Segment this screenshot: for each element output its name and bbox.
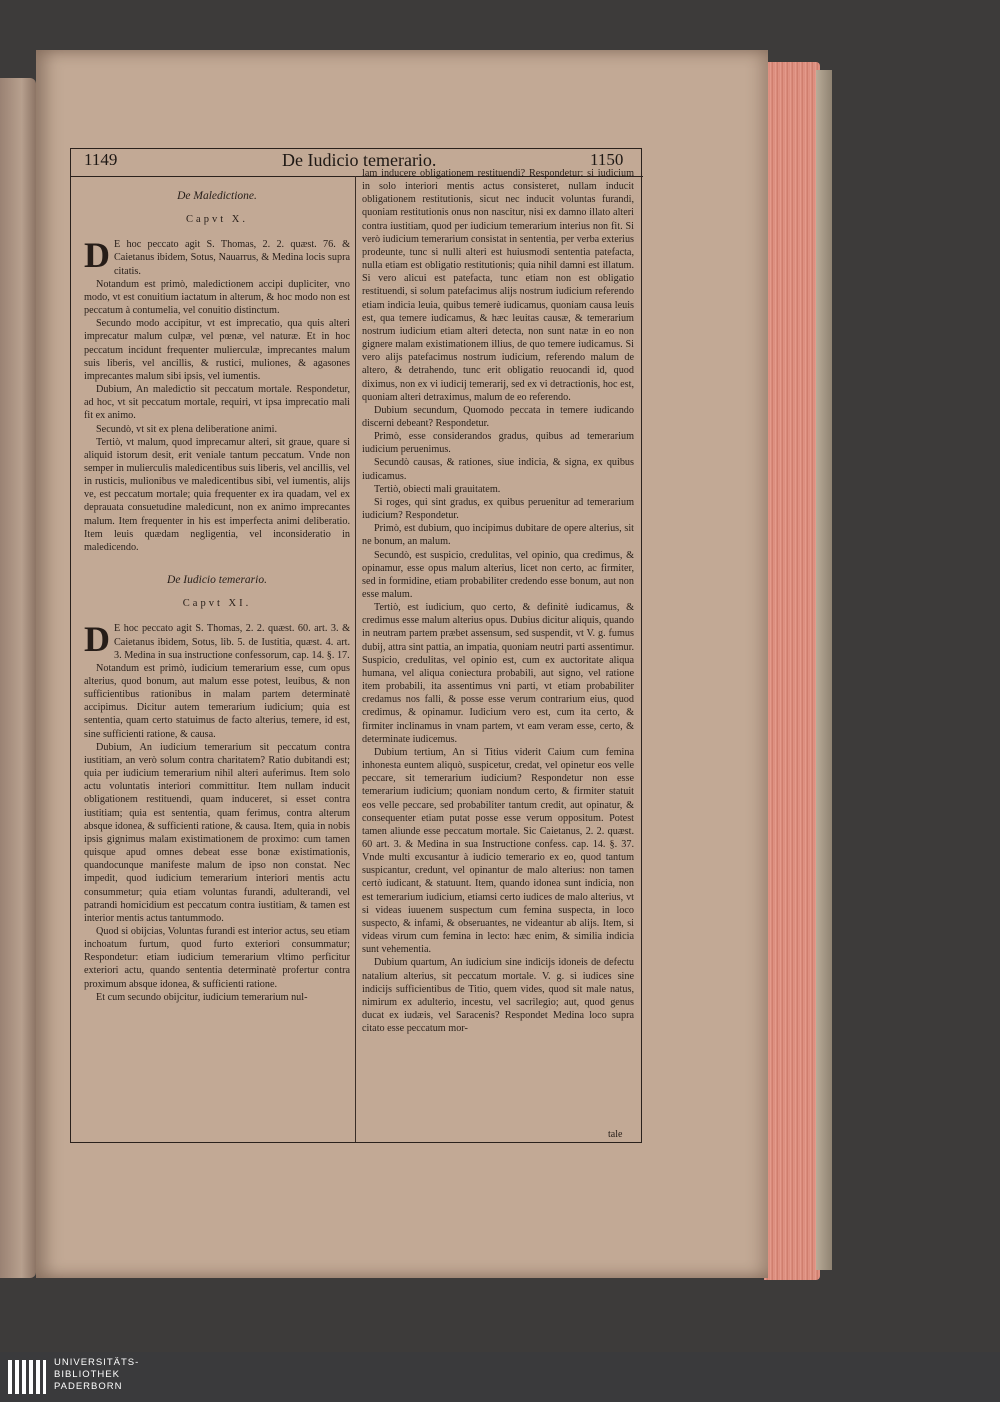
paragraph: Primò, esse considerandos gradus, quibus ad temerarium iudicium peruenimus. [362, 431, 634, 456]
paragraph: Secundò, est suspicio, credulitas, vel opinio, qua credimus, & opinamur, esse opus malum alterius, licet non certo, ac firmiter, sed in formidine, etiam probabiliter credendo esse bonum, aut non esse malum. [362, 549, 634, 600]
paragraph: Tertiò, vt malum, quod imprecamur alteri, sit graue, quare si aliquid istorum desit, erit veniale tantum peccatum. Vnde non semper in mulierculis maledicentibus suis liberis, vel ancillis, vel in rusticis, mulionibus ve maledicentibus sibi, vel iumentis, alijs ve, est peccatum mortale; quia frequenter ex ira quadam, vel ex deprauata consuetudine maledicunt, non ex animo imprecantes malum. Item frequenter in his est imperfecta animi deliberatio. Item leuis quædam negligentia, vel inconsideratio in maledicendo. [84, 436, 350, 553]
paragraph: Si roges, qui sint gradus, ex quibus peruenitur ad temerarium iudicium? Respondetur. [362, 496, 634, 522]
page-number-left: 1149 [84, 150, 118, 169]
paragraph: Dubium tertium, An si Titius viderit Caium cum femina inhonesta euntem aliquò, suspicetur, credat, vel opinetur eos velle peccare, sit temerarium iudicium? Respondetur non esse temerarium iudicium; quoniam nondum certo, & firmiter statuit eos velle peccare, sed probabiliter tantum credit, aut opinatur, & consequenter etiam putat posse esse verum oppositum. Potest tamen aliunde esse peccatum mortale. Sic Caietanus, 2. 2. quæst. 60 art. 3. & Medina in sua Instructione confess. cap. 14. §. 37. Vnde multi excusantur à iudicio temerario ex eo, quod tantum suspicantur, credunt, vel opinantur de malo alterius: non tamen certò iudicant, & statuunt. Item, quando idonea sunt indicia, non est temerarium iudicium, etiamsi certo iudices de malo alterius, vt si videas iuuenem suspectum cum femina suspecta, in loco suspecto, & infami, & obseruantes, ne videantur ab alijs. Item, si videas virum cum femina in lecto: hæc enim, & similia indicia sunt vehementia. [362, 746, 634, 956]
drop-cap: D [84, 235, 110, 276]
paragraph: Secundo modo accipitur, vt est imprecatio, qua quis alteri imprecatur malum culpæ, vel pœnæ, vel naturæ. Et in hoc peccatum incidunt frequenter mulierculæ, imprecantes malum suis liberis, vel ancillis, & rustici, muliones, & agasones imprecantes malum sibi ipsis, vel iumentis. [84, 318, 350, 382]
paragraph: Dubium, An maledictio sit peccatum mortale. Respondetur, ad hoc, vt sit peccatum mortale, requiri, vt ipsa imprecatio mali fit ex animo. [84, 384, 350, 422]
drop-cap: D [84, 619, 110, 660]
library-logo-icon [6, 1356, 48, 1398]
catchword: tale [608, 1129, 623, 1140]
paragraph: Tertiò, obiecti mali grauitatem. [374, 483, 501, 495]
paragraph: Dubium secundum, Quomodo peccata in temere iudicando discerni debeant? Respondetur. [362, 404, 634, 429]
paragraph: Et cum secundo obijcitur, iudicium temerarium nul- [96, 991, 308, 1003]
paragraph: Dubium quartum, An iudicium sine indicijs idoneis de defectu natalium alterius, sit peccatum mortale. V. g. si iudices sine indicijs sufficientibus de Titio, quem vides, quod sit male natus, nimirum ex adulterio, incestu, vel sacrilegio; aut, quod genus ducat ex iudæis, vel Saracenis? Respondet Medina loco supra citato esse peccatum mor- [362, 957, 634, 1035]
running-title: De Iudicio temerario. [282, 150, 437, 170]
paragraph: Primò, est dubium, quo incipimus dubitare de opere alterius, sit ne bonum, an malum. [362, 523, 634, 548]
paragraph: Secundò, vt sit ex plena deliberatione animi. [96, 423, 278, 435]
paragraph: Tertiò, est iudicium, quo certo, & definitè iudicamus, & credimus esse malum alterius opus. Dubius dicitur aliquis, quando in neutram partem præbet assensum, sed suspendit, vt V. g. fumus dubij, attra sint pattia, an impatia, quoniam neutri parti assentimur. Suspicio, credulitas, vel opinio est, cum ex auctoritate aliqua humana, vel aliqua coniectura probabili, aut signo, vel ratione item probabili, ita assentimus vni parti, vt etiam probabiliter credamus nos falli, & posse esse verum contrarium eius, quod credimus, & opinamur. Iudicium vero est, cum ita certo, & firmiter inclinamus in vnam partem, vt eam veram esse, certo, & determinate iudicemus. [362, 602, 634, 745]
paragraph: lam inducere obligationem restituendi? Respondetur: si iudicium in solo interiori mentis actus consisteret, nullam inducit obligationem restitutionis, sicut nec inducit voluntas furandi, quoniam restitutionis onus non nascitur, nisi ex damno illato alteri contra iustitiam, quod per iudicium temerarium interius non fit. Si verò iudicium temerarium consistat in sententia, per verba exterius prodeunte, tunc si nulli alteri est huiusmodi sententia patefacta, nulla etiam est obligatio restitutionis; quia nihil damni est illatum. Si vero alicui est patefacta, tunc etiam non est obligatio restituendi, si solum patefacimus alijs nostrum iudicium referendo etiam indicia leuia, quibus temerè iudicamus, quoniam causa leuis est, qua temere iudicamus, & hæc leuitas causæ, & temerarium nostrum iudicium etiam alteri detecta, non sunt natæ in eo non gignere malam existimationem illius, de quo temere iudicamus. Si vero alijs patefacimus nostrum iudicium, referendo malum de altero, & detrahendo, tunc erit obligatio reuocandi id, quod diximus, non ex vi iudicij temerarij, sed ex vi detractionis, hoc est, quoniam alteri detraximus, malum de eo referendo. [362, 168, 634, 403]
section-title-iudicio: De Iudicio temerario. [167, 574, 267, 587]
logo-line-2: BIBLIOTHEK [54, 1369, 120, 1380]
column-rule [355, 176, 356, 1142]
paragraph: Dubium, An iudicium temerarium sit peccatum contra iustitiam, an verò solum contra charitatem? Ratio dubitandi est; quia per iudicium temerarium nihil alteri auferimus. Item solo actu voluntatis interiori committitur. Item nullam inducit obligationem restituendi, quam induceret, si esset contra iustitiam; quia est sententia, quam ferimus, contra alterum absque idonea, & sufficienti ratione, & causa. Item, quia in nobis ipsis gignimus malam existimationem de proximo: cum tamen quisque apud omnes debeat esse bonæ existimationis, quandocunque manifeste malum de ipso non constat. Nec impedit, quod iudicium temerarium interiori mentis actu consummetur; quia etiam voluntas furandi, adulterandi, vel patrandi homicidium est peccatum contra iustitiam, & tamen est interior mentis actus tantummodo. [84, 741, 350, 924]
left-column [84, 190, 350, 1004]
section-title-maledictione: De Maledictione. [177, 190, 257, 202]
paragraph: Notandum est primò, iudicium temerarium esse, cum opus alterius, quod bonum, aut malum esse potest, leuibus, & non sufficientibus rationibus in malam partem determinatè accipimus. Dicitur autem temerarium iudicium; quia est sententia, quam certo statuimus de facto alterius, temere, id est, sine sufficienti ratione, & causa. [84, 662, 350, 740]
red-page-edges [764, 62, 820, 1280]
paragraph: Quod si obijcias, Voluntas furandi est interior actus, seu etiam inchoatum furtum, quod furto exteriori consummatur; Respondetur: etiam iudicium temerarium vltimo perficitur exteriori actu, quando sententia determinatè profertur contra proximum absque idonea, & sufficienti ratione. [84, 925, 350, 990]
cover-edge [816, 70, 832, 1270]
paragraph: Secundò causas, & rationes, siue indicia, & signa, ex quibus iudicamus. [362, 457, 634, 482]
caput-xi: Capvt XI. [182, 598, 252, 610]
footer-bar [0, 1352, 1000, 1402]
left-page-edge [0, 78, 36, 1278]
caput-x: Capvt X. [186, 214, 248, 226]
paragraph: D E hoc peccato agit S. Thomas, 2. 2. quæst. 60. art. 3. & Caietanus ibidem, Sotus, lib. 5. de Iustitia, quæst. 4. art. 3. Medina in sua instructione confessorum, cap. 14. §. 17. [84, 619, 350, 661]
logo-line-1: UNIVERSITÄTS- [54, 1357, 140, 1368]
page-number-right: 1150 [590, 150, 624, 169]
paragraph: D E hoc peccato agit S. Thomas, 2. 2. quæst. 76. & Caietanus ibidem, Sotus, Nauarrus, & Medina locis supra citatis. [84, 235, 350, 277]
paragraph: Notandum est primò, maledictionem accipi dupliciter, vno modo, vt est conuitium iactatum in alterum, & hoc modo non est peccatum à contumelia, vel conuitio distinctum. [84, 278, 350, 317]
logo-line-3: PADERBORN [54, 1381, 123, 1392]
right-column [362, 167, 634, 1035]
